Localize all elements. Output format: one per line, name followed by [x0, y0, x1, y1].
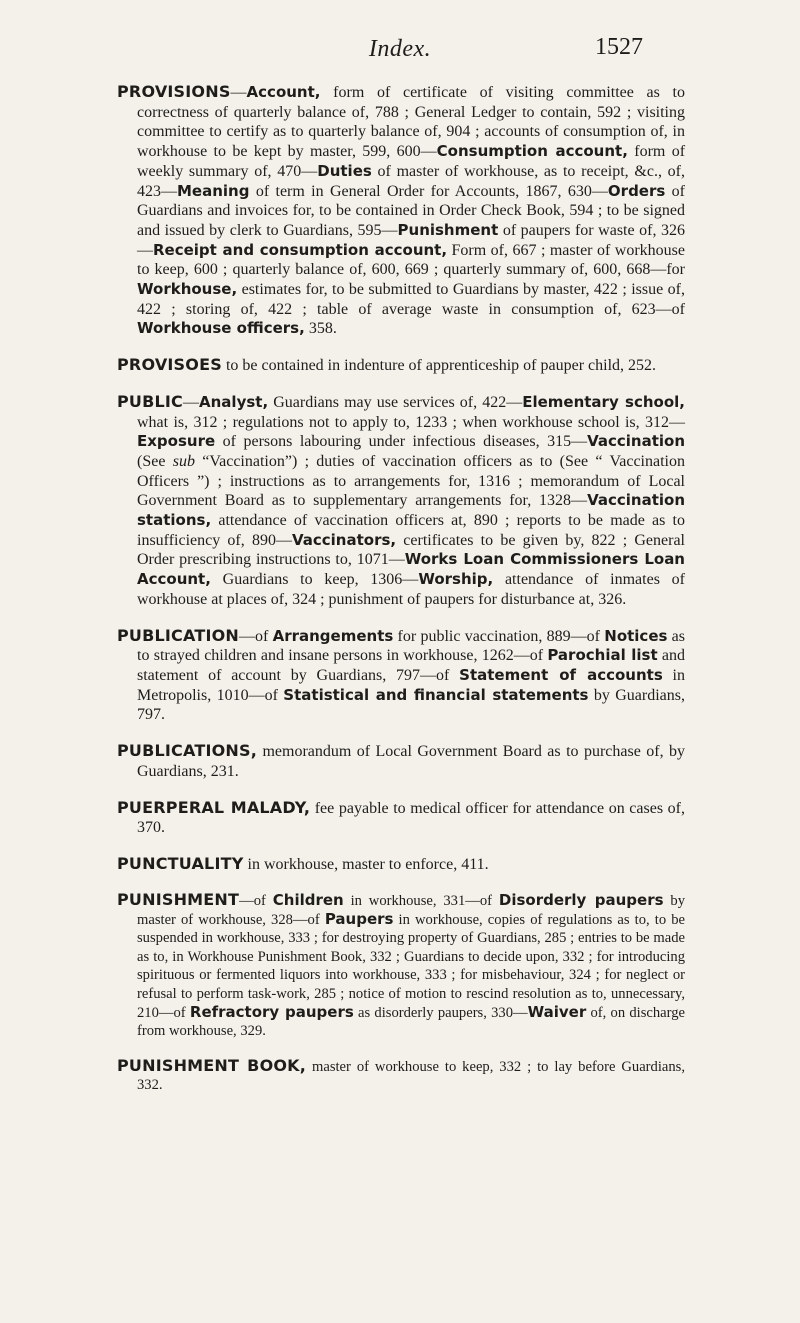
entry-text: — — [183, 393, 200, 411]
entry-text: by master of workhouse, 328—of — [137, 892, 686, 929]
entry-text: in workhouse, master to enforce, 411. — [243, 855, 489, 873]
entry-text: in workhouse, 331—of — [343, 892, 499, 909]
entry-text: memorandum of Local Government Board as to purchase of, by Guardians, 231. — [137, 743, 685, 780]
entry-headword: PUBLICATIONS, — [117, 741, 258, 761]
index-entry — [117, 355, 685, 376]
entry-text: 358. — [304, 320, 337, 338]
entry-text: for public vaccination, 889—of — [393, 627, 605, 645]
index-entry — [117, 854, 685, 875]
running-title: Index. — [368, 36, 432, 62]
entry-text: to be contained in indenture of apprenticeship of pauper child, 252. — [221, 357, 657, 375]
index-entry — [117, 741, 685, 781]
entry-subheading: Worship, — [418, 570, 494, 589]
entry-text: master of workhouse to keep, 332 ; to lay before Guardians, 332. — [137, 1058, 685, 1094]
entry-text: of Guardians and invoices for, to be contained in Order Check Book, 594 ; to be signed and issued by clerk to Guardians, 595— — [137, 182, 685, 239]
entry-text: estimates for, to be submitted to Guardians by master, 422 ; issue of, 422 ; storing of, 422 ; table of average waste in consumption of, 623—of — [137, 281, 685, 318]
entry-text: of, on discharge from workhouse, 329. — [137, 1005, 686, 1040]
entry-subheading: Receipt and consumption account, — [153, 240, 448, 259]
entry-text: in workhouse, copies of regulations as to, to be suspended in workhouse, 333 ; for destroying property of Guardians, 285 ; entries to be made as to, in Workhouse Punishment Book, 332 ; Guardians to decide upon, 332 ; for introducing spirituous or fermented liquors into workhouse, 333 ; for misbehaviour, 324 ; for neglect or refusal to perform task-work, 285 ; notice of motion to rescind resolution as to, unnecessary, 210—of — [137, 912, 685, 1022]
entry-subheading: Disorderly paupers — [498, 890, 664, 909]
entry-text: Guardians to keep, 1306— — [210, 571, 419, 589]
entry-subheading: Statistical and financial statements — [283, 685, 589, 704]
entry-text: as disorderly paupers, 330— — [353, 1005, 528, 1022]
index-entry — [117, 82, 685, 339]
entry-subheading: Vaccination — [587, 432, 685, 451]
entry-subheading: Account, — [246, 83, 321, 101]
entry-subheading: Workhouse, — [137, 280, 238, 299]
entry-headword: PUBLIC — [117, 391, 184, 411]
entry-text: in Metropolis, 1010—of — [137, 666, 685, 704]
entry-text: (See — [137, 452, 173, 470]
entry-text: what is, 312 ; regulations not to apply to, 1233 ; when workhouse school is, 312— — [137, 413, 685, 431]
entry-subheading: Works Loan Commissioners Loan Account, — [137, 550, 685, 589]
entry-text: by Guardians, 797. — [137, 686, 685, 724]
entry-headword: PUNISHMENT — [117, 889, 240, 909]
index-entries — [117, 82, 685, 1111]
index-entry — [117, 891, 685, 1041]
entry-text: fee payable to medical officer for attendance on cases of, 370. — [137, 799, 685, 837]
index-entry — [117, 392, 685, 610]
entry-headword: PUBLICATION — [117, 625, 240, 645]
entry-text: form of certificate of visiting committee as to correctness of quarterly balance of, 788 ; General Ledger to contain, 592 ; visiting committee to certify as to quarterly balance of, 904 ; accounts of consumption of, in workhouse to be kept by master, 599, 600— — [137, 84, 685, 161]
entry-subheading: Statement of accounts — [459, 665, 663, 684]
entry-text: of paupers for waste of, 326— — [137, 221, 686, 259]
entry-subheading: Children — [272, 890, 344, 909]
entry-text: of persons labouring under infectious diseases, 315— — [215, 433, 588, 451]
entry-subheading: Workhouse officers, — [137, 319, 305, 338]
entry-subheading: Vaccinators, — [291, 530, 397, 549]
entry-headword: PUERPERAL MALADY, — [117, 797, 311, 817]
entry-italic-text: sub — [172, 452, 195, 470]
entry-text: of master of workhouse, as to receipt, &c., of, 423— — [137, 162, 685, 200]
entry-subheading: Waiver — [527, 1003, 587, 1022]
entry-text: —of — [239, 627, 273, 645]
entry-text: Form of, 667 ; master of workhouse to keep, 600 ; quarterly balance of, 600, 669 ; quarterly summary of, 600, 668—for — [137, 241, 685, 279]
entry-subheading: Duties — [317, 161, 372, 180]
entry-text: certificates to be given by, 822 ; General Order prescribing instructions to, 1071— — [137, 531, 686, 569]
entry-subheading: Paupers — [324, 910, 394, 929]
entry-headword: PROVISOES — [117, 355, 222, 375]
page-number: 1527 — [595, 34, 643, 60]
entry-subheading: Consumption account, — [436, 142, 628, 161]
entry-text: as to strayed children and insane persons in workhouse, 1262—of — [137, 627, 686, 665]
entry-text: attendance of vaccination officers at, 890 ; reports to be made as to insufficiency of, 890— — [137, 512, 685, 549]
index-entry — [117, 626, 685, 726]
entry-subheading: Arrangements — [272, 626, 394, 645]
entry-subheading: Analyst, — [199, 392, 269, 411]
entry-text: form of weekly summary of, 470— — [137, 143, 686, 180]
entry-headword: PROVISIONS — [117, 82, 231, 101]
entry-text: of term in General Order for Accounts, 1867, 630— — [249, 182, 608, 200]
entry-text: —of — [239, 892, 273, 909]
entry-headword: PUNCTUALITY — [117, 853, 244, 873]
entry-text: attendance of inmates of workhouse at places of, 324 ; punishment of paupers for disturbance at, 326. — [137, 571, 685, 608]
entry-text: “Vaccination”) ; duties of vaccination officers as to (See “ Vaccination Officers ”) ; instructions as to arrangements for, 1316 ; memorandum of Local Government Board as to supplementary arrangements for, 1328— — [137, 452, 685, 510]
entry-text: and statement of account by Guardians, 797—of — [137, 647, 685, 684]
entry-text: Guardians may use services of, 422— — [268, 393, 523, 411]
entry-subheading: Refractory paupers — [189, 1003, 354, 1022]
entry-text: — — [230, 84, 247, 101]
entry-subheading: Vaccination stations, — [137, 491, 685, 530]
entry-subheading: Orders — [607, 181, 666, 200]
entry-subheading: Parochial list — [547, 646, 658, 665]
entry-subheading: Elementary school, — [522, 392, 685, 411]
index-entry — [117, 798, 685, 838]
entry-subheading: Exposure — [137, 432, 216, 451]
entry-subheading: Meaning — [177, 181, 250, 200]
entry-subheading: Notices — [604, 626, 668, 645]
entry-subheading: Punishment — [397, 220, 499, 239]
entry-headword: PUNISHMENT BOOK, — [117, 1055, 307, 1075]
index-entry — [117, 1057, 685, 1095]
